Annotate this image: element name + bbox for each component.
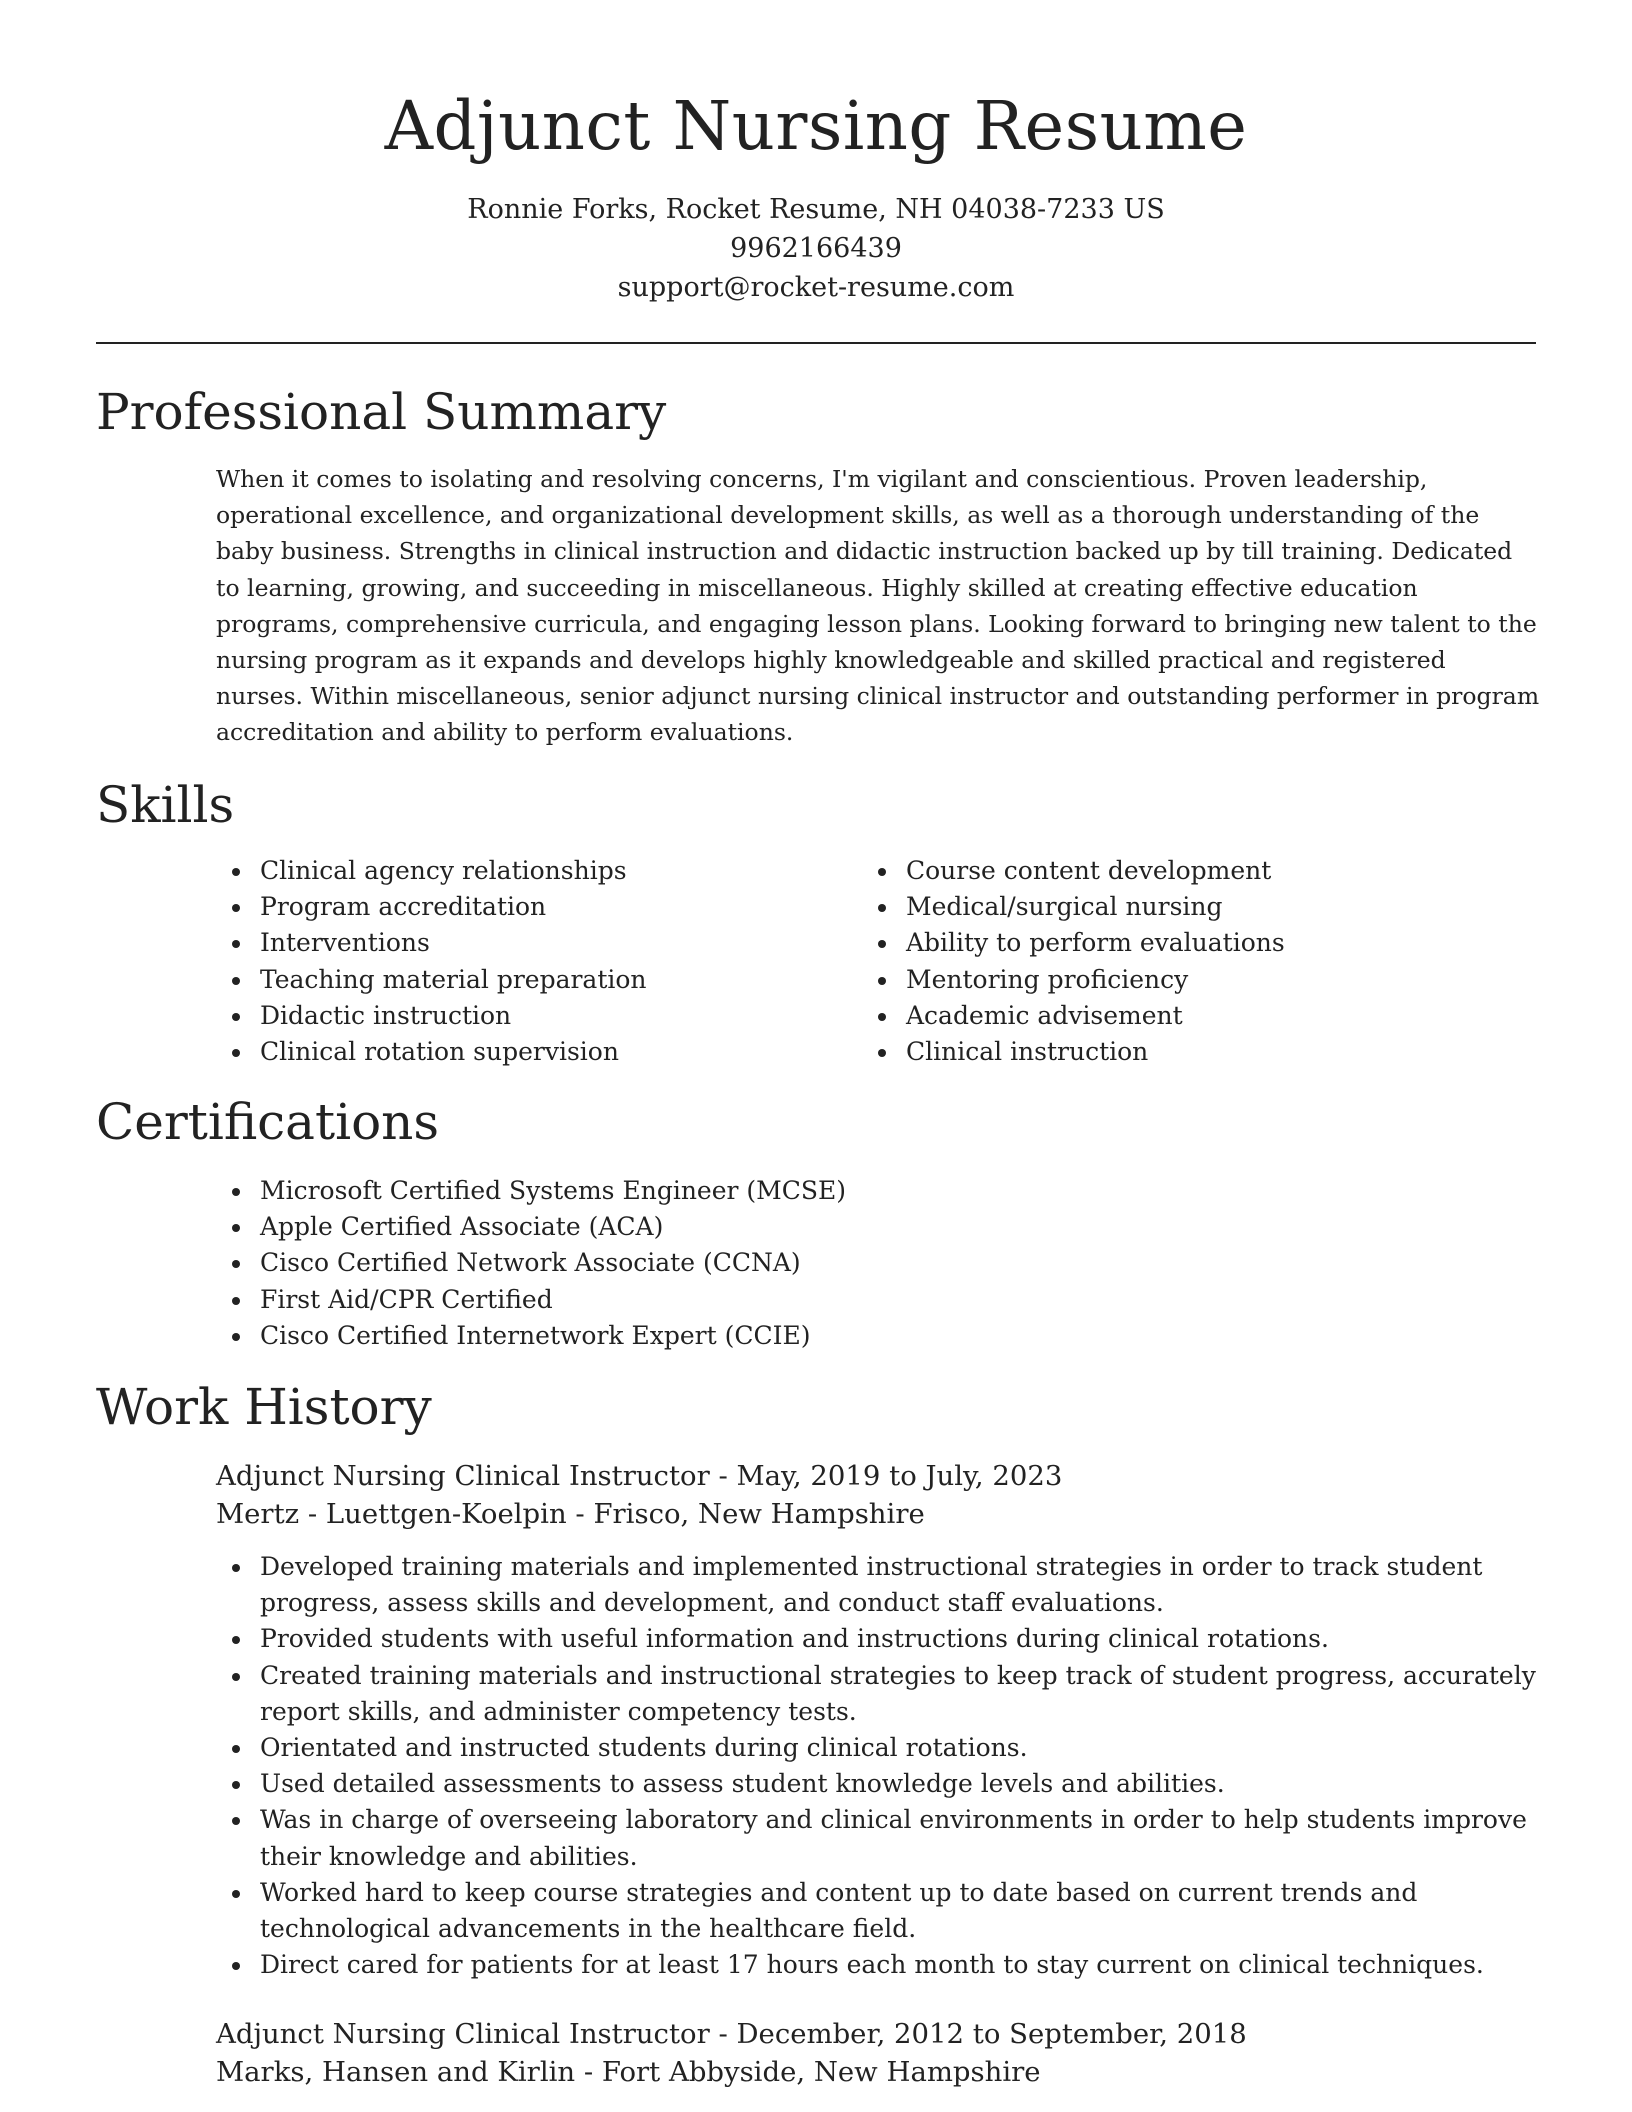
skills-list-right [862, 853, 1546, 1070]
job-employer: Marks, Hansen and Kirlin [216, 2056, 576, 2088]
resume-header [0, 0, 1632, 307]
skill-item: Clinical rotation supervision [260, 1034, 860, 1070]
job-duty-item: Was in charge of overseeing laboratory and clinical environments in order to help students improve their knowledge and abilities. [260, 1802, 1584, 1874]
job-dates: - December, 2012 to September, 2018 [709, 2018, 1247, 2050]
job-employer-line [216, 2053, 1041, 2091]
skill-item: Interventions [260, 925, 860, 961]
skill-item: Academic advisement [906, 998, 1546, 1034]
skill-item: Clinical instruction [906, 1034, 1546, 1070]
skill-item: Clinical agency relationships [260, 853, 860, 889]
certification-item: First Aid/CPR Certified [260, 1282, 1560, 1318]
certifications-heading: Certifications [96, 1093, 440, 1151]
skill-item: Didactic instruction [260, 998, 860, 1034]
skill-item: Teaching material preparation [260, 962, 860, 998]
contact-phone: 9962166439 [730, 233, 902, 264]
skill-item: Program accreditation [260, 889, 860, 925]
skills-list-left [216, 853, 860, 1070]
contact-info [0, 190, 1632, 307]
skill-item: Medical/surgical nursing [906, 889, 1546, 925]
skill-item: Mentoring proficiency [906, 962, 1546, 998]
job-duty-item: Direct cared for patients for at least 17 hours each month to stay current on clinical techniques. [260, 1947, 1584, 1983]
skills-heading: Skills [96, 776, 235, 834]
skill-item: Course content development [906, 853, 1546, 889]
job-title-line [216, 1457, 1062, 1495]
job-title: Adjunct Nursing Clinical Instructor [216, 2018, 710, 2050]
summary-heading: Professional Summary [96, 383, 667, 441]
job-title-line [216, 2015, 1247, 2053]
work-history-heading: Work History [96, 1378, 432, 1436]
job-employer: Mertz - Luettgen-Koelpin [216, 1498, 567, 1530]
job-duty-item: Orientated and instructed students during clinical rotations. [260, 1730, 1584, 1766]
certification-item: Cisco Certified Network Associate (CCNA) [260, 1245, 1560, 1281]
job-duty-item: Created training materials and instructional strategies to keep track of student progress, accurately report skills, and administer competency tests. [260, 1658, 1584, 1730]
certifications-list [216, 1173, 1560, 1354]
contact-address: Ronnie Forks, Rocket Resume, NH 04038-7233 US [467, 194, 1165, 225]
job-duty-item: Developed training materials and implemented instructional strategies in order to track student progress, assess skills and development, and conduct staff evaluations. [260, 1549, 1584, 1621]
job-duty-item: Used detailed assessments to assess student knowledge levels and abilities. [260, 1766, 1584, 1802]
job-duty-item: Worked hard to keep course strategies and content up to date based on current trends and technological advancements in the healthcare field. [260, 1875, 1584, 1947]
job-title: Adjunct Nursing Clinical Instructor [216, 1460, 710, 1492]
skill-item: Ability to perform evaluations [906, 925, 1546, 961]
job-location: - Fort Abbyside, New Hampshire [575, 2056, 1041, 2088]
resume-title: Adjunct Nursing Resume [384, 87, 1248, 165]
certification-item: Cisco Certified Internetwork Expert (CCIE) [260, 1318, 1560, 1354]
job-dates: - May, 2019 to July, 2023 [709, 1460, 1063, 1492]
job-duty-item: Provided students with useful information and instructions during clinical rotations. [260, 1621, 1584, 1657]
job-duties-list [216, 1549, 1584, 1983]
header-divider [96, 342, 1536, 344]
job-employer-line [216, 1495, 925, 1533]
certification-item: Apple Certified Associate (ACA) [260, 1209, 1560, 1245]
job-location: - Frisco, New Hampshire [566, 1498, 925, 1530]
summary-text: When it comes to isolating and resolving concerns, I'm vigilant and conscientious. Proven leadership, operational excellence, and organizational development skills, as well as a thorough understanding of the baby business. Strengths in clinical instruction and didactic instruction backed up by till training. Dedicated to learning, growing, and succeeding in miscellaneous. Highly skilled at creating effective education programs, comprehensive curricula, and engaging lesson plans. Looking forward to bringing new talent to the nursing program as it expands and develops highly knowledgeable and skilled practical and registered nurses. Within miscellaneous, senior adjunct nursing clinical instructor and outstanding performer in program accreditation and ability to perform evaluations. [216, 465, 1540, 747]
certification-item: Microsoft Certified Systems Engineer (MCSE) [260, 1173, 1560, 1209]
contact-email: support@rocket-resume.com [617, 272, 1015, 303]
